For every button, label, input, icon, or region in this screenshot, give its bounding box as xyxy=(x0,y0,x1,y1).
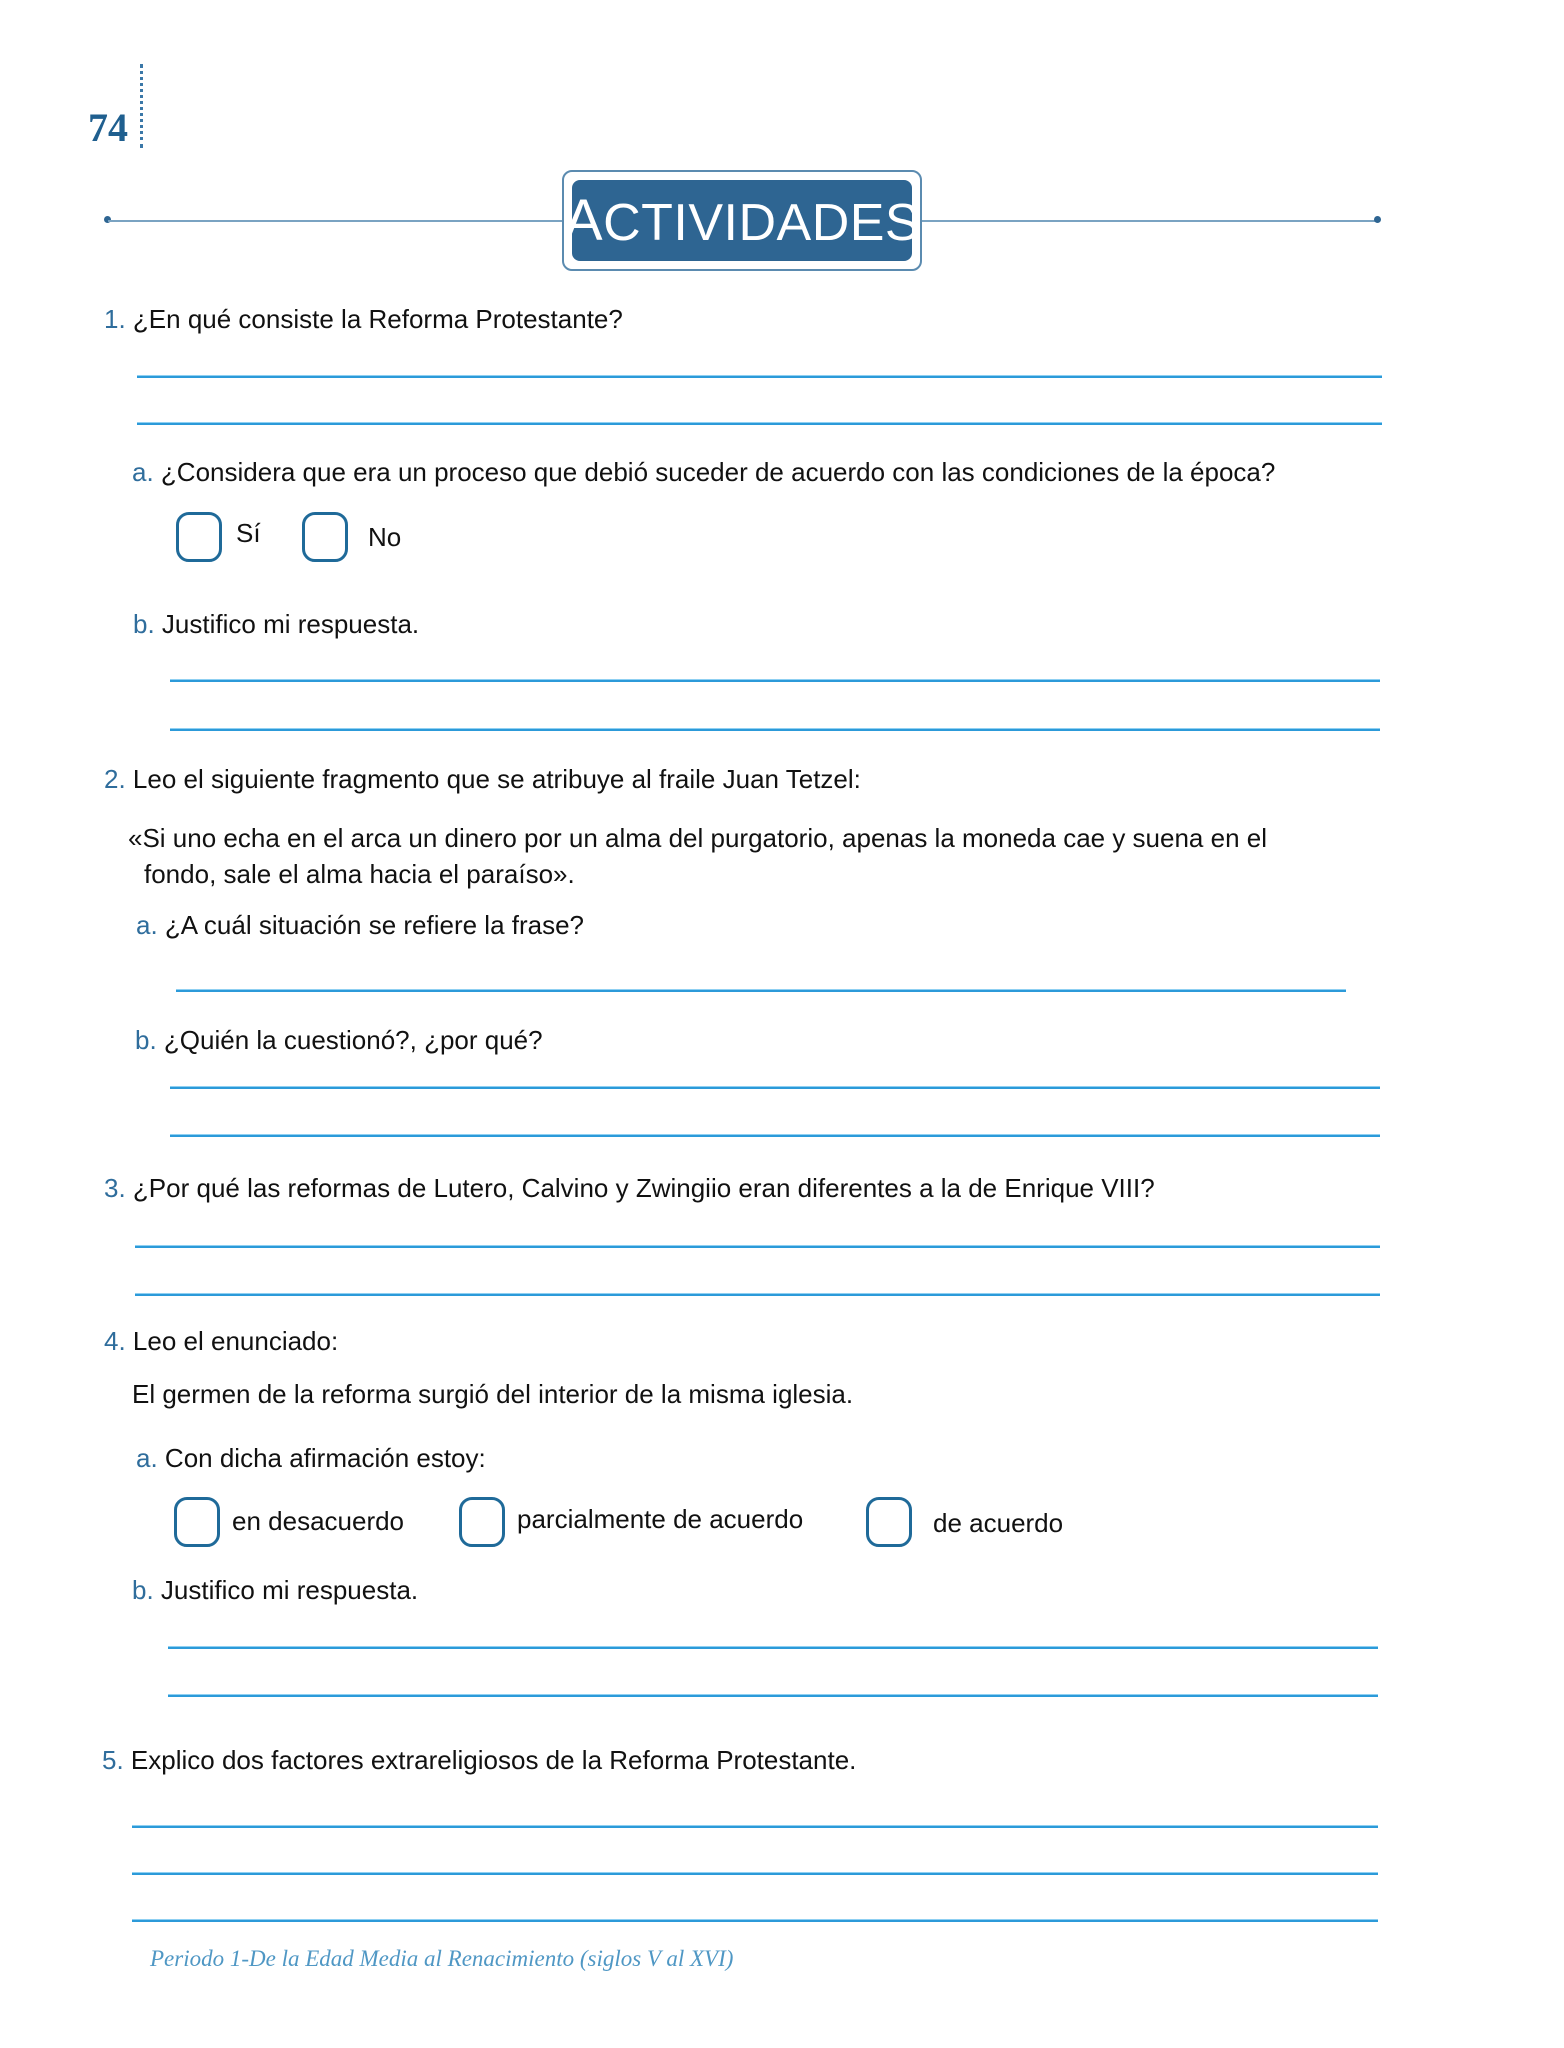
rule-end-dot-right xyxy=(1374,216,1381,223)
sub-question-text: ¿A cuál situación se refiere la frase? xyxy=(164,910,585,940)
checkbox-no[interactable] xyxy=(302,512,348,562)
option-label-no: No xyxy=(368,522,402,552)
sub-letter: a. xyxy=(136,1443,158,1473)
section-title-initial: A xyxy=(563,187,604,253)
sub-letter: b. xyxy=(135,1025,157,1055)
section-header xyxy=(562,170,922,271)
sub-question-text: Con dicha afirmación estoy: xyxy=(164,1443,486,1473)
question-5 xyxy=(102,1747,856,1773)
answer-line[interactable] xyxy=(170,1086,1380,1089)
answer-line[interactable] xyxy=(170,728,1380,731)
page-number-divider xyxy=(140,64,143,148)
question-number: 3. xyxy=(104,1173,126,1203)
question-text: ¿Por qué las reformas de Lutero, Calvino y Zwingiio eran diferentes a la de Enrique VIII? xyxy=(132,1173,1155,1203)
checkbox-parcialmente-de-acuerdo[interactable] xyxy=(459,1497,505,1547)
answer-line[interactable] xyxy=(132,1825,1378,1828)
sub-letter: a. xyxy=(136,910,158,940)
checkbox-si[interactable] xyxy=(176,512,222,562)
answer-line[interactable] xyxy=(168,1646,1378,1649)
question-2 xyxy=(104,766,861,792)
question-2b xyxy=(135,1027,543,1053)
answer-line[interactable] xyxy=(170,679,1380,682)
question-1 xyxy=(104,306,623,332)
question-text: Leo el siguiente fragmento que se atribuye al fraile Juan Tetzel: xyxy=(132,764,861,794)
sub-letter: b. xyxy=(132,1575,154,1605)
question-number: 2. xyxy=(104,764,126,794)
footer-period-title: Periodo 1-De la Edad Media al Renacimiento (siglos V al XVI) xyxy=(150,1946,734,1971)
checkbox-en-desacuerdo[interactable] xyxy=(174,1497,220,1547)
sub-letter: a. xyxy=(132,457,154,487)
question-4a xyxy=(136,1445,486,1471)
sub-question-text: Justifico mi respuesta. xyxy=(161,609,420,639)
statement-text: El germen de la reforma surgió del interior de la misma iglesia. xyxy=(132,1379,854,1409)
question-4b xyxy=(132,1577,418,1603)
checkbox-de-acuerdo[interactable] xyxy=(866,1497,912,1547)
answer-line[interactable] xyxy=(137,375,1382,378)
question-4 xyxy=(104,1328,338,1354)
question-2a xyxy=(136,912,584,938)
answer-line[interactable] xyxy=(135,1293,1380,1296)
question-number: 4. xyxy=(104,1326,126,1356)
sub-letter: b. xyxy=(133,609,155,639)
section-header-badge xyxy=(563,180,921,261)
header-rule-left xyxy=(108,220,564,222)
quote-line-2: fondo, sale el alma hacia el paraíso». xyxy=(144,859,575,889)
quote-line-1: «Si uno echa en el arca un dinero por un alma del purgatorio, apenas la moneda cae y suena en el xyxy=(128,823,1267,853)
question-1b xyxy=(133,611,419,637)
section-title-rest: CTIVIDADES xyxy=(603,193,921,252)
sub-question-text: ¿Considera que era un proceso que debió suceder de acuerdo con las condiciones de la época? xyxy=(160,457,1276,487)
answer-line[interactable] xyxy=(132,1919,1378,1922)
header-rule-right xyxy=(920,220,1376,222)
section-title xyxy=(563,187,921,253)
option-label-parcialmente-de-acuerdo: parcialmente de acuerdo xyxy=(517,1504,804,1534)
answer-line[interactable] xyxy=(135,1245,1380,1248)
sub-question-text: Justifico mi respuesta. xyxy=(160,1575,419,1605)
page-number: 74 xyxy=(88,105,128,150)
question-1a xyxy=(132,459,1275,485)
question-3 xyxy=(104,1175,1155,1201)
answer-line[interactable] xyxy=(132,1872,1378,1875)
question-number: 5. xyxy=(102,1745,124,1775)
option-label-de-acuerdo: de acuerdo xyxy=(933,1508,1064,1538)
option-label-en-desacuerdo: en desacuerdo xyxy=(232,1506,405,1536)
question-text: Explico dos factores extrareligiosos de la Reforma Protestante. xyxy=(130,1745,857,1775)
answer-line[interactable] xyxy=(170,1134,1380,1137)
answer-line[interactable] xyxy=(176,989,1346,992)
question-text: ¿En qué consiste la Reforma Protestante? xyxy=(132,304,623,334)
question-number: 1. xyxy=(104,304,126,334)
answer-line[interactable] xyxy=(137,422,1382,425)
question-text: Leo el enunciado: xyxy=(132,1326,339,1356)
answer-line[interactable] xyxy=(168,1694,1378,1697)
sub-question-text: ¿Quién la cuestionó?, ¿por qué? xyxy=(163,1025,543,1055)
option-label-si: Sí xyxy=(236,518,261,548)
